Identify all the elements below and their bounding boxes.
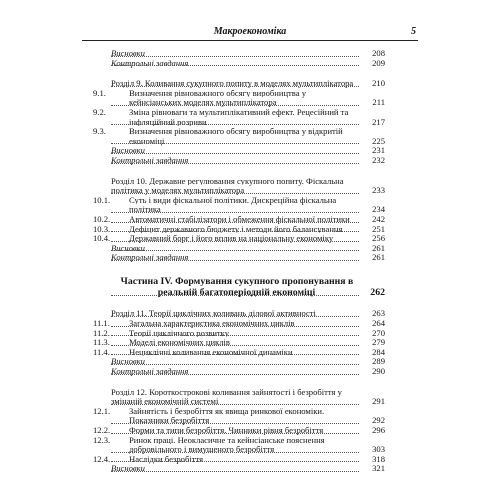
entry-page-number: 303 <box>372 444 385 455</box>
entry-number: 11.4. <box>93 346 110 357</box>
entry-page-number: 321 <box>372 463 385 474</box>
dot-leader <box>111 260 359 261</box>
table-of-contents <box>93 48 385 474</box>
entry-title: Теорії циклічного розвитку <box>129 327 230 338</box>
dot-leader <box>111 374 359 375</box>
entry-page-number: 233 <box>372 185 385 196</box>
entry-page-number: 292 <box>372 415 385 426</box>
toc-part-heading <box>111 277 385 299</box>
entry-title: Зміна рівноваги та мультиплікативний ефект. Рецесійний та інфляційний розриви <box>129 106 349 127</box>
dot-leader <box>111 231 359 232</box>
entry-page-number: 262 <box>370 286 385 298</box>
dot-leader <box>111 364 359 365</box>
entry-title: Висновки <box>111 145 145 156</box>
entry-page-number: 209 <box>372 57 385 68</box>
entry-page-number: 231 <box>372 145 385 156</box>
entry-title: Нециклічні коливання економічної динаміки <box>129 346 293 357</box>
entry-title: Висновки <box>111 463 145 474</box>
dot-leader <box>111 56 359 57</box>
entry-page-number: 291 <box>372 396 385 407</box>
toc-entry <box>93 453 385 465</box>
entry-number: 10.4. <box>93 233 111 244</box>
entry-page-number: 232 <box>372 154 385 165</box>
toc-entry <box>111 156 385 166</box>
dot-leader <box>111 471 359 472</box>
header-page-number: 5 <box>411 26 416 37</box>
toc-entry <box>93 346 385 358</box>
entry-title: Висновки <box>111 356 145 367</box>
toc-entry <box>111 253 385 263</box>
entry-title: Зайнятість і безробіття як явища ринкової економіки. Показники безробіття <box>129 405 325 426</box>
dot-leader <box>111 335 359 336</box>
dot-leader <box>111 143 359 144</box>
entry-page-number: 270 <box>372 327 385 338</box>
toc-entry <box>93 405 385 426</box>
toc-entry <box>111 464 385 474</box>
entry-page-number: 261 <box>372 252 385 263</box>
entry-page-number: 296 <box>372 425 385 435</box>
entry-number: 11.1. <box>93 318 110 329</box>
entry-number: 11.2. <box>93 327 110 338</box>
entry-title: Дефіцит державного бюджету і методи його балансування <box>129 223 343 234</box>
entry-page-number: 279 <box>372 337 385 348</box>
entry-page-number: 211 <box>372 97 385 108</box>
entry-page-number: 256 <box>372 233 385 244</box>
toc-entry <box>93 194 385 215</box>
entry-number: 11.3. <box>93 337 110 348</box>
entry-number: 9.3. <box>93 126 106 137</box>
entry-page-number: 264 <box>372 318 385 329</box>
entry-title: Моделі економічних циклів <box>129 337 230 348</box>
entry-page-number: 234 <box>372 204 385 215</box>
entry-title: Контрольні завдання <box>111 366 189 377</box>
toc-entry <box>93 106 385 127</box>
dot-leader <box>111 404 359 405</box>
toc-section-heading <box>111 388 385 407</box>
entry-page-number: 251 <box>372 223 385 234</box>
entry-number: 10.3. <box>93 223 111 234</box>
dot-leader <box>111 250 359 251</box>
entry-page-number: 225 <box>372 135 385 146</box>
entry-page-number: 261 <box>372 242 385 253</box>
entry-page-number: 242 <box>372 213 385 224</box>
entry-page-number: 289 <box>372 356 385 367</box>
entry-title: Наслідки безробіття <box>129 453 204 464</box>
entry-title: Контрольні завдання <box>111 57 189 68</box>
dot-leader <box>111 124 359 125</box>
dot-leader <box>111 193 359 194</box>
dot-leader <box>111 354 359 355</box>
toc-entry <box>93 87 385 108</box>
dot-leader <box>111 295 359 296</box>
entry-number: 12.2. <box>93 425 111 435</box>
dot-leader <box>111 452 359 453</box>
dot-leader <box>111 316 359 317</box>
toc-entry <box>93 126 385 146</box>
entry-title: Суть і види фіскальної політики. Дискреційна фіскальна політика <box>129 194 337 215</box>
entry-title: Державний борг і його вплив на національну економіку <box>129 233 334 244</box>
entry-page-number: 284 <box>372 346 385 357</box>
entry-page-number: 263 <box>372 308 385 319</box>
dot-leader <box>111 423 359 424</box>
dot-leader <box>111 345 359 346</box>
running-header <box>82 26 418 41</box>
entry-title: Частина IV. Формування сукупного пропонування в реальній багатоперіодній економіці <box>120 275 354 298</box>
entry-title: Розділ 12. Короткострокові коливання зайнятості і безробіття у змінаній економічній системі <box>111 386 342 407</box>
entry-title: Контрольні завдання <box>111 154 189 165</box>
toc-entry <box>93 233 385 244</box>
entry-number: 9.1. <box>93 87 106 98</box>
entry-page-number: 208 <box>372 48 385 58</box>
entry-page-number: 217 <box>372 116 385 127</box>
entry-page-number: 318 <box>372 453 385 464</box>
entry-number: 12.4. <box>93 453 111 464</box>
dot-leader <box>111 65 359 66</box>
toc-entry <box>93 434 385 455</box>
toc-entry <box>111 59 385 69</box>
dot-leader <box>111 153 359 154</box>
entry-number: 10.1. <box>93 194 111 205</box>
dot-leader <box>111 212 359 213</box>
entry-page-number: 210 <box>372 78 385 89</box>
entry-number: 10.2. <box>93 213 111 224</box>
dot-leader <box>111 105 359 106</box>
entry-number: 12.3. <box>93 434 111 445</box>
entry-title: Розділ 10. Державне регулювання сукупного попиту. Фіскальна політика у моделях мультиплікатора <box>111 175 344 196</box>
dot-leader <box>111 461 359 462</box>
entry-title: Контрольні завдання <box>111 252 189 263</box>
dot-leader <box>111 86 359 87</box>
entry-title: Загальна характеристика економічних циклів <box>129 318 295 329</box>
entry-title: Визначення рівноважного обсягу виробництва у відкритій економіці <box>129 126 343 146</box>
entry-title: Висновки <box>111 242 145 253</box>
entry-number: 12.1. <box>93 405 111 416</box>
toc-section-heading <box>111 177 385 196</box>
toc-entry <box>111 367 385 377</box>
dot-leader <box>111 433 359 434</box>
dot-leader <box>111 222 359 223</box>
dot-leader <box>111 241 359 242</box>
entry-title: Визначення рівноважного обсягу виробництва у кейнсіанських моделях мультиплікатора <box>129 87 307 108</box>
entry-title: Ринок праці. Неокласичне та кейнсіанське пояснення добровільного і вимушеного безробіття <box>129 434 325 455</box>
dot-leader <box>111 326 359 327</box>
entry-title: Автоматичні стабілізатори і обмеження фіскальної політики <box>129 213 350 224</box>
entry-number: 9.2. <box>93 106 106 117</box>
header-title: Макроекономіка <box>213 26 287 37</box>
entry-title: Форми та типи безробіття. Чинники рівня безробіття <box>129 425 324 435</box>
entry-title: Розділ 9. Коливання сукупного попиту в моделях мультиплікатора <box>111 78 354 89</box>
entry-title: Розділ 11. Теорії циклічних коливань ділової активності <box>111 308 316 319</box>
dot-leader <box>111 163 359 164</box>
entry-page-number: 290 <box>372 366 385 377</box>
entry-title: Висновки <box>111 48 145 58</box>
